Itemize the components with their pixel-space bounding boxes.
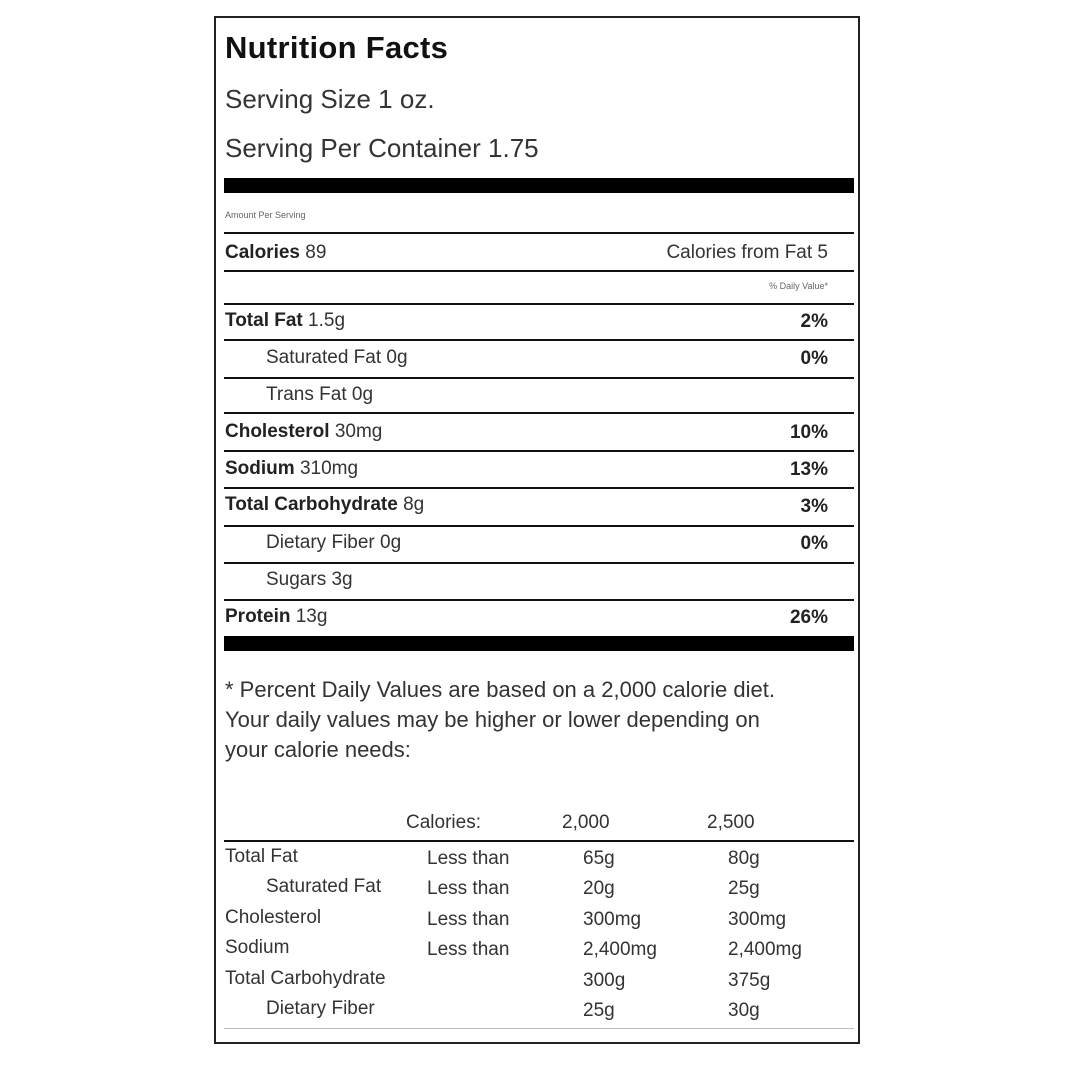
servings-per-container: Serving Per Container 1.75 xyxy=(225,133,539,163)
footer-row-value-2500: 2,400mg xyxy=(728,939,802,960)
footnote-line: * Percent Daily Values are based on a 2,000 calorie diet. xyxy=(225,677,775,702)
footer-row-name: Cholesterol xyxy=(225,907,322,928)
footer-row-name: Dietary Fiber xyxy=(266,998,375,1019)
nutrient-amount: 0g xyxy=(351,384,374,405)
serving-size: Serving Size 1 oz. xyxy=(225,84,435,114)
divider xyxy=(224,377,854,379)
nutrient-row-total-carbohydrate xyxy=(225,494,424,516)
nutrient-amount: 13g xyxy=(295,606,328,627)
nutrient-amount: 8g xyxy=(403,494,425,515)
nutrient-row-protein xyxy=(225,606,327,628)
footer-bottom-rule xyxy=(224,1028,854,1029)
calories-from-fat: Calories from Fat 5 xyxy=(666,242,828,263)
footer-row-name: Total Fat xyxy=(225,846,298,867)
nutrient-dv: 10% xyxy=(789,422,828,443)
nutrient-row-total-fat xyxy=(225,310,345,332)
divider xyxy=(224,412,854,414)
thick-divider-top xyxy=(224,178,854,193)
nutrient-row-trans-fat xyxy=(266,384,373,406)
nutrient-row-sodium xyxy=(225,458,358,480)
nutrient-dv: 13% xyxy=(789,459,828,480)
nutrient-name: Sodium xyxy=(225,458,295,479)
footer-row-qualifier: Less than xyxy=(427,848,510,869)
nutrient-name: Sugars xyxy=(266,569,327,590)
footer-col-2500: 2,500 xyxy=(707,812,755,833)
nutrient-name: Trans Fat xyxy=(266,384,347,405)
divider xyxy=(224,525,854,527)
divider xyxy=(224,339,854,341)
nutrient-name: Total Carbohydrate xyxy=(225,494,398,515)
divider xyxy=(224,270,854,272)
footer-row-name: Total Carbohydrate xyxy=(225,968,386,989)
nutrient-amount: 310mg xyxy=(299,458,359,479)
divider xyxy=(224,840,854,842)
nutrient-name: Saturated Fat xyxy=(266,347,382,368)
nutrient-name: Dietary Fiber xyxy=(266,532,375,553)
nutrient-amount: 0g xyxy=(380,532,402,553)
calories-row xyxy=(225,242,326,264)
footer-row-name: Sodium xyxy=(225,937,290,958)
nutrient-row-sugars xyxy=(266,569,353,591)
footer-row-value-2500: 25g xyxy=(728,878,760,899)
footer-calories-label: Calories: xyxy=(406,812,481,833)
nutrient-amount: 0g xyxy=(386,347,408,368)
divider xyxy=(224,450,854,452)
footer-row-qualifier: Less than xyxy=(427,909,510,930)
footer-row-value-2000: 2,400mg xyxy=(583,939,657,960)
footnote-line: Your daily values may be higher or lower depending on xyxy=(225,707,760,732)
calories-value: 89 xyxy=(305,242,327,263)
footer-row-value-2000: 300g xyxy=(583,970,626,991)
label-title: Nutrition Facts xyxy=(225,30,449,65)
nutrient-row-dietary-fiber xyxy=(266,532,401,554)
footer-row-value-2500: 80g xyxy=(728,848,760,869)
nutrient-amount: 30mg xyxy=(334,421,383,442)
nutrient-row-cholesterol xyxy=(225,421,382,443)
nutrient-row-saturated-fat xyxy=(266,347,408,369)
amount-per-serving: Amount Per Serving xyxy=(225,210,306,220)
daily-value-footnote xyxy=(225,675,845,765)
calories-label: Calories xyxy=(225,242,300,263)
nutrition-facts-label xyxy=(214,16,860,1044)
divider xyxy=(224,599,854,601)
divider xyxy=(224,303,854,305)
thick-divider-bottom xyxy=(224,636,854,651)
nutrient-name: Protein xyxy=(225,606,291,627)
footnote-line: your calorie needs: xyxy=(225,737,411,762)
nutrient-dv: 3% xyxy=(800,496,828,517)
footer-row-name: Saturated Fat xyxy=(266,876,382,897)
footer-row-qualifier: Less than xyxy=(427,878,510,899)
footer-row-value-2000: 20g xyxy=(583,878,615,899)
nutrient-amount: 3g xyxy=(331,569,353,590)
nutrient-name: Cholesterol xyxy=(225,421,330,442)
divider xyxy=(224,232,854,234)
nutrient-dv: 0% xyxy=(800,348,828,369)
footer-row-value-2500: 30g xyxy=(728,1000,760,1021)
footer-row-value-2500: 375g xyxy=(728,970,771,991)
footer-row-value-2000: 65g xyxy=(583,848,615,869)
footer-row-value-2000: 25g xyxy=(583,1000,615,1021)
footer-row-qualifier: Less than xyxy=(427,939,510,960)
nutrient-dv: 0% xyxy=(800,533,828,554)
nutrient-amount: 1.5g xyxy=(308,310,346,331)
footer-row-value-2500: 300mg xyxy=(728,909,787,930)
nutrient-name: Total Fat xyxy=(225,310,303,331)
nutrient-dv: 2% xyxy=(800,311,828,332)
footer-col-2000: 2,000 xyxy=(562,812,610,833)
daily-value-header: % Daily Value* xyxy=(769,281,828,291)
footer-row-value-2000: 300mg xyxy=(583,909,642,930)
divider xyxy=(224,487,854,489)
divider xyxy=(224,562,854,564)
nutrient-dv: 26% xyxy=(789,607,828,628)
